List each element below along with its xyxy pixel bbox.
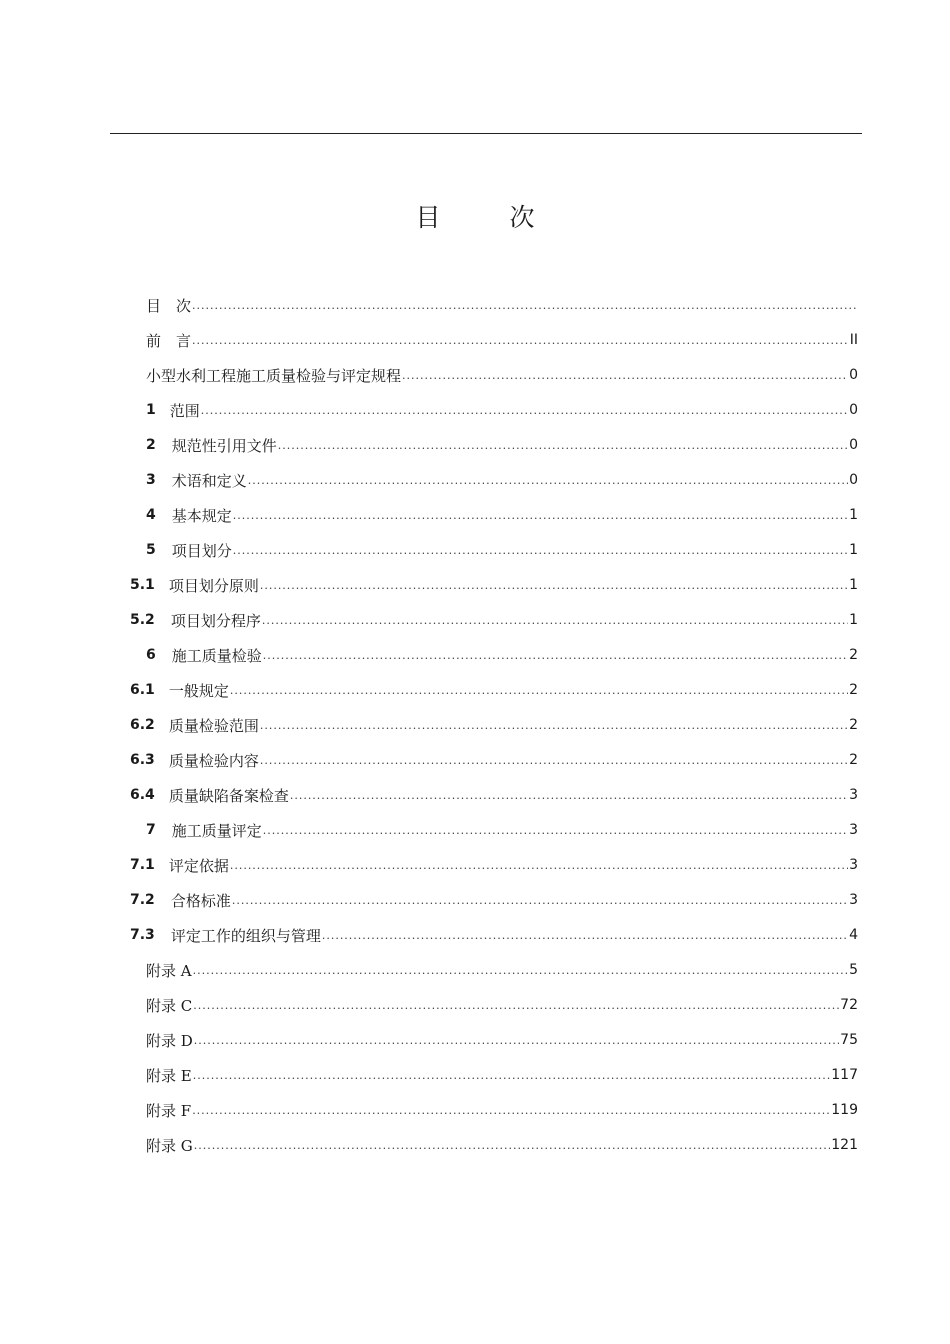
leader-dots	[194, 1034, 839, 1047]
leader-dots	[263, 824, 848, 837]
toc-entry-number: 7.3	[130, 927, 155, 943]
leader-dots	[290, 789, 848, 802]
toc-entry-number: 5.1	[130, 577, 155, 593]
toc-entry-number: 7.1	[130, 857, 155, 873]
toc-entry-page: 3	[849, 892, 858, 908]
toc-entry-label: 评定依据	[168, 856, 229, 875]
toc-entry-number: 3	[146, 472, 156, 488]
toc-entry-appendix-e[interactable]	[0, 1058, 950, 1092]
header-rule	[110, 133, 862, 134]
toc-entry-appendix-d[interactable]	[0, 1023, 950, 1057]
toc-entry-4[interactable]	[0, 498, 950, 532]
toc-entry-page: 117	[831, 1067, 858, 1083]
toc-entry-1[interactable]	[0, 393, 950, 427]
leader-dots	[233, 509, 848, 522]
toc-entry-label: 评定工作的组织与管理	[170, 926, 321, 945]
leader-dots	[262, 614, 848, 627]
leader-dots	[194, 1139, 831, 1152]
leader-dots	[263, 649, 848, 662]
toc-entry-page: II	[849, 332, 858, 348]
leader-dots	[232, 894, 848, 907]
leader-dots	[322, 929, 848, 942]
toc-entry-page: 0	[849, 367, 858, 383]
toc-entry-6[interactable]	[0, 638, 950, 672]
toc-entry-page: 2	[849, 717, 858, 733]
toc-entry-6-3[interactable]	[0, 743, 950, 777]
toc-entry-label: 合格标准	[170, 891, 231, 910]
toc-entry-number: 6	[146, 647, 156, 663]
toc-entry-page: 2	[849, 647, 858, 663]
leader-dots	[192, 299, 857, 312]
toc-entry-7-2[interactable]	[0, 883, 950, 917]
toc-entry-page: 2	[849, 752, 858, 768]
toc-entry-main-title[interactable]	[0, 358, 950, 392]
toc-entry-label: 附录 D	[146, 1031, 193, 1050]
toc-entry-label: 附录 E	[146, 1066, 192, 1085]
toc-entry-3[interactable]	[0, 463, 950, 497]
toc-entry-5[interactable]	[0, 533, 950, 567]
toc-entry-page: 3	[849, 857, 858, 873]
toc-entry-6-2[interactable]	[0, 708, 950, 742]
toc-entry-label: 项目划分程序	[170, 611, 261, 630]
toc-entry-number: 6.1	[130, 682, 155, 698]
toc-entry-page: 4	[849, 927, 858, 943]
toc-entry-appendix-a[interactable]	[0, 953, 950, 987]
toc-entry-label: 附录 G	[146, 1136, 193, 1155]
toc-entry-6-1[interactable]	[0, 673, 950, 707]
leader-dots	[260, 579, 848, 592]
toc-entry-label: 术语和定义	[171, 471, 247, 490]
toc-entry-number: 7.2	[130, 892, 155, 908]
toc-entry-appendix-c[interactable]	[0, 988, 950, 1022]
toc-entry-number: 5	[146, 542, 156, 558]
leader-dots	[192, 334, 849, 347]
toc-title: 目 次	[415, 203, 557, 232]
toc-entry-appendix-g[interactable]	[0, 1128, 950, 1162]
leader-dots	[278, 439, 848, 452]
toc-entry-page: 5	[849, 962, 858, 978]
toc-entry-page: 0	[849, 472, 858, 488]
toc-entry-label: 一般规定	[168, 681, 229, 700]
toc-entry-label: 基本规定	[171, 506, 232, 525]
toc-entry-label: 附录 A	[146, 961, 192, 980]
toc-entry-page: 1	[849, 577, 858, 593]
toc-entry-page: 1	[849, 542, 858, 558]
leader-dots	[260, 754, 848, 767]
toc-entry-page: 0	[849, 437, 858, 453]
toc-entry-appendix-f[interactable]	[0, 1093, 950, 1127]
toc-entry-page: 121	[831, 1137, 858, 1153]
toc-entry-page: 75	[840, 1032, 858, 1048]
toc-entry-5-1[interactable]	[0, 568, 950, 602]
toc-entry-page: 3	[849, 787, 858, 803]
toc-entry-7-1[interactable]	[0, 848, 950, 882]
toc-entry-label: 质量检验内容	[168, 751, 259, 770]
toc-entry-label: 质量缺陷备案检查	[168, 786, 289, 805]
toc-entry-page: 0	[849, 402, 858, 418]
toc-entry-contents[interactable]	[0, 288, 950, 322]
toc-entry-label: 目 次	[146, 296, 192, 315]
leader-dots	[193, 1069, 831, 1082]
toc-entry-page: 72	[840, 997, 858, 1013]
toc-entry-page: 119	[831, 1102, 858, 1118]
toc-entry-number: 5.2	[130, 612, 155, 628]
leader-dots	[402, 369, 848, 382]
toc-entry-number: 2	[146, 437, 156, 453]
leader-dots	[233, 544, 848, 557]
toc-entry-number: 7	[146, 822, 156, 838]
toc-entry-page: 1	[849, 507, 858, 523]
toc-entry-6-4[interactable]	[0, 778, 950, 812]
leader-dots	[260, 719, 848, 732]
toc-entry-number: 1	[146, 402, 156, 418]
toc-entry-page: 3	[849, 822, 858, 838]
toc-entry-label: 附录 C	[146, 996, 193, 1015]
toc-entry-foreword[interactable]	[0, 323, 950, 357]
toc-entry-page: 2	[849, 682, 858, 698]
toc-entry-label: 项目划分原则	[168, 576, 259, 595]
leader-dots	[192, 1104, 830, 1117]
toc-entry-label: 施工质量评定	[171, 821, 262, 840]
toc-entry-page: 1	[849, 612, 858, 628]
toc-entry-5-2[interactable]	[0, 603, 950, 637]
toc-entry-label: 规范性引用文件	[171, 436, 277, 455]
leader-dots	[193, 964, 848, 977]
toc-entry-label: 附录 F	[146, 1101, 192, 1120]
toc-entry-number: 4	[146, 507, 156, 523]
toc-entry-label: 项目划分	[171, 541, 232, 560]
toc-entry-label: 施工质量检验	[171, 646, 262, 665]
leader-dots	[230, 684, 848, 697]
toc-entry-7[interactable]	[0, 813, 950, 847]
toc-entry-2[interactable]	[0, 428, 950, 462]
toc-entry-number: 6.4	[130, 787, 155, 803]
toc-entry-label: 前 言	[146, 331, 192, 350]
leader-dots	[193, 999, 839, 1012]
leader-dots	[201, 404, 848, 417]
toc-entry-label: 质量检验范围	[168, 716, 259, 735]
leader-dots	[248, 474, 848, 487]
leader-dots	[230, 859, 848, 872]
toc-entry-label: 小型水利工程施工质量检验与评定规程	[146, 366, 402, 385]
toc-entry-label: 范围	[169, 401, 200, 420]
toc-entry-number: 6.2	[130, 717, 155, 733]
toc-entry-number: 6.3	[130, 752, 155, 768]
toc-entry-7-3[interactable]	[0, 918, 950, 952]
